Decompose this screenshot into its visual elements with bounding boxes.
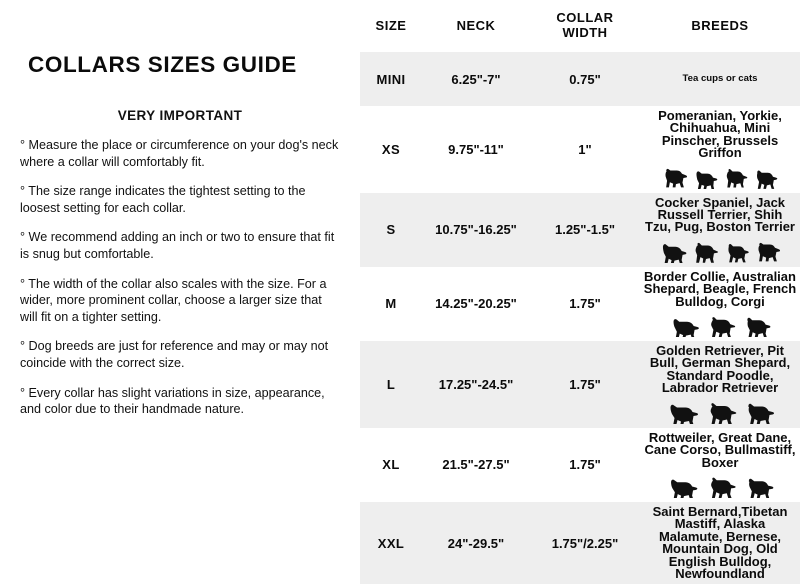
cell-neck: 9.75"-11" xyxy=(422,106,530,193)
cell-size: XL xyxy=(360,428,422,502)
cell-width: 1.75"/2.25" xyxy=(530,502,640,584)
breeds-text: Border Collie, Australian Shepard, Beagle, French Bulldog, Corgi xyxy=(643,268,797,309)
dog-silhouette-icon xyxy=(668,315,702,337)
cell-size: XXL xyxy=(360,502,422,584)
list-item: ° Dog breeds are just for reference and may or may not coincide with the correct size. xyxy=(20,339,329,370)
dog-silhouettes xyxy=(643,398,797,424)
cell-neck: 6.25"-7" xyxy=(422,52,530,106)
collar-width-line2: WIDTH xyxy=(562,25,608,40)
list-item: ° Measure the place or circumference on your dog's neck where a collar will comfortably fit. xyxy=(20,138,339,169)
table-header-row xyxy=(360,0,800,52)
page-title: COLLARS SIZES GUIDE xyxy=(28,52,297,77)
breeds-text: Cocker Spaniel, Jack Russell Terrier, Shih Tzu, Pug, Boston Terrier xyxy=(645,194,795,235)
table-row xyxy=(360,52,800,106)
column-header-breeds: BREEDS xyxy=(640,0,800,52)
cell-breeds xyxy=(640,428,800,502)
cell-size: M xyxy=(360,267,422,341)
dog-silhouette-icon xyxy=(743,401,775,424)
dog-silhouette-icon xyxy=(753,167,779,189)
dog-silhouette-icon xyxy=(661,167,689,189)
cell-size: XS xyxy=(360,106,422,193)
table-row xyxy=(360,106,800,193)
cell-size: S xyxy=(360,193,422,267)
breeds-text: Pomeranian, Yorkie, Chihuahua, Mini Pinscher, Brussels Griffon xyxy=(658,108,782,161)
breeds-text: Rottweiler, Great Dane, Cane Corso, Bullmastiff, Boxer xyxy=(644,429,796,470)
cell-breeds xyxy=(640,52,800,106)
breeds-text: Saint Bernard,Tibetan Mastiff, Alaska Malamute, Bernese, Mountain Dog, Old English Bulldog, Newfoundland xyxy=(652,503,788,581)
table-body xyxy=(360,52,800,584)
cell-neck: 21.5"-27.5" xyxy=(422,428,530,502)
table-row xyxy=(360,502,800,584)
notes-list xyxy=(14,137,346,418)
list-item: ° The size range indicates the tightest setting to the loosest setting for each collar. xyxy=(20,184,306,215)
cell-width: 0.75" xyxy=(530,52,640,106)
table-row xyxy=(360,193,800,267)
collar-sizes-table xyxy=(360,0,800,584)
table-row xyxy=(360,428,800,502)
cell-breeds xyxy=(640,267,800,341)
table-row xyxy=(360,341,800,428)
cell-neck: 14.25"-20.25" xyxy=(422,267,530,341)
dog-silhouette-icon xyxy=(705,476,739,498)
dog-silhouettes xyxy=(643,237,797,263)
list-item: ° The width of the collar also scales with the size. For a wider, more prominent collar, choose a larger size that will fit on a tighter setting. xyxy=(20,276,327,324)
dog-silhouette-icon xyxy=(754,241,782,263)
cell-size: MINI xyxy=(360,52,422,106)
column-header-collar-width xyxy=(530,0,640,52)
left-info-panel xyxy=(0,0,360,514)
cell-neck: 17.25"-24.5" xyxy=(422,341,530,428)
column-header-neck: NECK xyxy=(422,0,530,52)
cell-width: 1" xyxy=(530,106,640,193)
cell-width: 1.75" xyxy=(530,428,640,502)
very-important-heading: VERY IMPORTANT xyxy=(117,108,243,123)
dog-silhouette-icon xyxy=(723,167,749,189)
cell-breeds xyxy=(640,341,800,428)
cell-width: 1.75" xyxy=(530,267,640,341)
breeds-text: Golden Retriever, Pit Bull, German Shepard, Standard Poodle, Labrador Retriever xyxy=(649,343,791,396)
sizes-table-panel xyxy=(360,0,800,581)
cell-neck: 10.75"-16.25" xyxy=(422,193,530,267)
table-row xyxy=(360,267,800,341)
dog-silhouettes xyxy=(643,311,797,337)
cell-width: 1.25"-1.5" xyxy=(530,193,640,267)
dog-silhouette-icon xyxy=(706,315,738,337)
collar-width-line1: COLLAR xyxy=(556,10,614,25)
breeds-text: Tea cups or cats xyxy=(682,72,758,84)
dog-silhouette-icon xyxy=(658,241,688,263)
dog-silhouette-icon xyxy=(665,476,701,498)
dog-silhouette-icon xyxy=(693,167,719,189)
cell-neck: 24"-29.5" xyxy=(422,502,530,584)
cell-size: L xyxy=(360,341,422,428)
dog-silhouette-icon xyxy=(743,476,775,498)
dog-silhouettes xyxy=(643,163,797,189)
cell-width: 1.75" xyxy=(530,341,640,428)
dog-silhouette-icon xyxy=(692,241,720,263)
dog-silhouette-icon xyxy=(665,401,701,424)
cell-breeds xyxy=(640,193,800,267)
dog-silhouette-icon xyxy=(705,401,739,424)
dog-silhouettes xyxy=(643,472,797,498)
column-header-size: SIZE xyxy=(360,0,422,52)
cell-breeds xyxy=(640,502,800,584)
cell-breeds xyxy=(640,106,800,193)
list-item: ° We recommend adding an inch or two to ensure that fit is snug but comfortable. xyxy=(20,230,335,261)
dog-silhouette-icon xyxy=(742,315,772,337)
list-item: ° Every collar has slight variations in size, appearance, and color due to their handmade nature. xyxy=(20,385,325,417)
dog-silhouette-icon xyxy=(724,241,750,263)
